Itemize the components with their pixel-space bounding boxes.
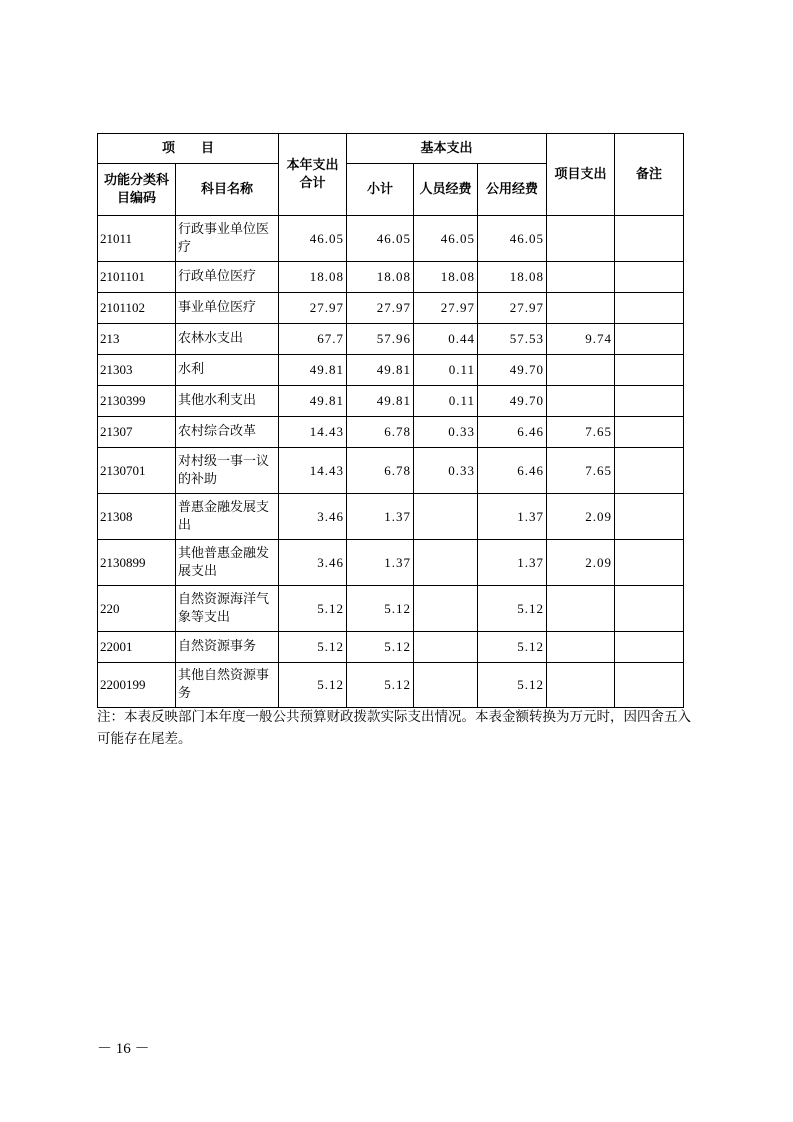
cell-name: 自然资源事务	[176, 632, 279, 663]
cell-personnel: 46.05	[414, 216, 478, 262]
cell-subtotal: 46.05	[347, 216, 414, 262]
cell-code: 2130399	[98, 386, 176, 417]
cell-public: 6.46	[478, 448, 547, 494]
header-code: 功能分类科目编码	[98, 164, 176, 216]
cell-remark	[615, 586, 684, 632]
cell-personnel: 0.11	[414, 355, 478, 386]
cell-total: 46.05	[279, 216, 347, 262]
table-row	[98, 448, 684, 494]
cell-remark	[615, 663, 684, 708]
cell-subtotal: 5.12	[347, 586, 414, 632]
cell-total: 18.08	[279, 262, 347, 293]
budget-expenditure-table	[97, 133, 684, 708]
table-row	[98, 355, 684, 386]
table-row	[98, 540, 684, 586]
table-row	[98, 293, 684, 324]
cell-code: 22001	[98, 632, 176, 663]
cell-name: 其他普惠金融发展支出	[176, 540, 279, 586]
cell-personnel: 0.33	[414, 417, 478, 448]
cell-code: 21308	[98, 494, 176, 540]
cell-project: 2.09	[547, 540, 615, 586]
cell-remark	[615, 540, 684, 586]
cell-code: 21307	[98, 417, 176, 448]
table-row	[98, 494, 684, 540]
cell-total: 14.43	[279, 448, 347, 494]
cell-project: 7.65	[547, 448, 615, 494]
table-row	[98, 262, 684, 293]
cell-name: 行政事业单位医疗	[176, 216, 279, 262]
cell-remark	[615, 417, 684, 448]
cell-name: 事业单位医疗	[176, 293, 279, 324]
cell-public: 5.12	[478, 663, 547, 708]
cell-code: 2200199	[98, 663, 176, 708]
page-number: － 16 －	[97, 1041, 150, 1057]
cell-personnel	[414, 586, 478, 632]
cell-remark	[615, 494, 684, 540]
cell-project	[547, 355, 615, 386]
cell-project: 9.74	[547, 324, 615, 355]
cell-code: 2130701	[98, 448, 176, 494]
cell-subtotal: 5.12	[347, 632, 414, 663]
cell-subtotal: 6.78	[347, 448, 414, 494]
cell-public: 57.53	[478, 324, 547, 355]
cell-subtotal: 6.78	[347, 417, 414, 448]
cell-personnel: 0.11	[414, 386, 478, 417]
cell-total: 5.12	[279, 632, 347, 663]
cell-remark	[615, 448, 684, 494]
cell-subtotal: 49.81	[347, 386, 414, 417]
cell-public: 1.37	[478, 494, 547, 540]
cell-subtotal: 5.12	[347, 663, 414, 708]
cell-subtotal: 57.96	[347, 324, 414, 355]
cell-total: 5.12	[279, 663, 347, 708]
cell-project: 7.65	[547, 417, 615, 448]
cell-code: 2101102	[98, 293, 176, 324]
cell-subtotal: 18.08	[347, 262, 414, 293]
header-total: 本年支出合计	[279, 134, 347, 216]
cell-code: 2101101	[98, 262, 176, 293]
header-personnel: 人员经费	[414, 164, 478, 216]
table-body	[98, 216, 684, 708]
cell-personnel: 0.44	[414, 324, 478, 355]
header-project: 项 目	[98, 134, 279, 164]
cell-code: 220	[98, 586, 176, 632]
cell-name: 其他水利支出	[176, 386, 279, 417]
cell-code: 2130899	[98, 540, 176, 586]
cell-total: 14.43	[279, 417, 347, 448]
cell-personnel: 27.97	[414, 293, 478, 324]
cell-project	[547, 586, 615, 632]
cell-remark	[615, 293, 684, 324]
cell-code: 21303	[98, 355, 176, 386]
cell-subtotal: 1.37	[347, 540, 414, 586]
cell-remark	[615, 262, 684, 293]
table-row	[98, 386, 684, 417]
table-row	[98, 417, 684, 448]
cell-total: 3.46	[279, 540, 347, 586]
cell-code: 213	[98, 324, 176, 355]
cell-name: 对村级一事一议的补助	[176, 448, 279, 494]
cell-total: 49.81	[279, 355, 347, 386]
table-row	[98, 216, 684, 262]
cell-name: 其他自然资源事务	[176, 663, 279, 708]
cell-public: 49.70	[478, 355, 547, 386]
table-row	[98, 586, 684, 632]
table-row	[98, 663, 684, 708]
cell-project: 2.09	[547, 494, 615, 540]
cell-subtotal: 27.97	[347, 293, 414, 324]
cell-total: 27.97	[279, 293, 347, 324]
cell-public: 46.05	[478, 216, 547, 262]
cell-remark	[615, 632, 684, 663]
cell-personnel	[414, 540, 478, 586]
cell-remark	[615, 324, 684, 355]
cell-subtotal: 1.37	[347, 494, 414, 540]
cell-subtotal: 49.81	[347, 355, 414, 386]
cell-total: 3.46	[279, 494, 347, 540]
header-remark: 备注	[615, 134, 684, 216]
cell-remark	[615, 386, 684, 417]
table-row	[98, 632, 684, 663]
cell-personnel	[414, 632, 478, 663]
cell-public: 5.12	[478, 632, 547, 663]
cell-name: 自然资源海洋气象等支出	[176, 586, 279, 632]
cell-total: 5.12	[279, 586, 347, 632]
cell-personnel	[414, 663, 478, 708]
cell-project	[547, 293, 615, 324]
header-subtotal: 小计	[347, 164, 414, 216]
cell-remark	[615, 216, 684, 262]
cell-personnel: 0.33	[414, 448, 478, 494]
cell-project	[547, 216, 615, 262]
cell-name: 行政单位医疗	[176, 262, 279, 293]
cell-name: 普惠金融发展支出	[176, 494, 279, 540]
cell-project	[547, 663, 615, 708]
table-note: 注：本表反映部门本年度一般公共预算财政拨款实际支出情况。本表金额转换为万元时，因四舍五入可能存在尾差。	[97, 709, 691, 747]
cell-public: 5.12	[478, 586, 547, 632]
cell-project	[547, 632, 615, 663]
cell-name: 农林水支出	[176, 324, 279, 355]
cell-total: 67.7	[279, 324, 347, 355]
table-row	[98, 324, 684, 355]
header-name: 科目名称	[176, 164, 279, 216]
cell-name: 水利	[176, 355, 279, 386]
cell-public: 6.46	[478, 417, 547, 448]
cell-personnel: 18.08	[414, 262, 478, 293]
cell-project	[547, 386, 615, 417]
cell-project	[547, 262, 615, 293]
cell-public: 49.70	[478, 386, 547, 417]
cell-name: 农村综合改革	[176, 417, 279, 448]
cell-total: 49.81	[279, 386, 347, 417]
cell-public: 18.08	[478, 262, 547, 293]
cell-public: 1.37	[478, 540, 547, 586]
cell-personnel	[414, 494, 478, 540]
cell-code: 21011	[98, 216, 176, 262]
header-project-expenditure: 项目支出	[547, 134, 615, 216]
header-public: 公用经费	[478, 164, 547, 216]
cell-remark	[615, 355, 684, 386]
header-basic: 基本支出	[347, 134, 547, 164]
cell-public: 27.97	[478, 293, 547, 324]
